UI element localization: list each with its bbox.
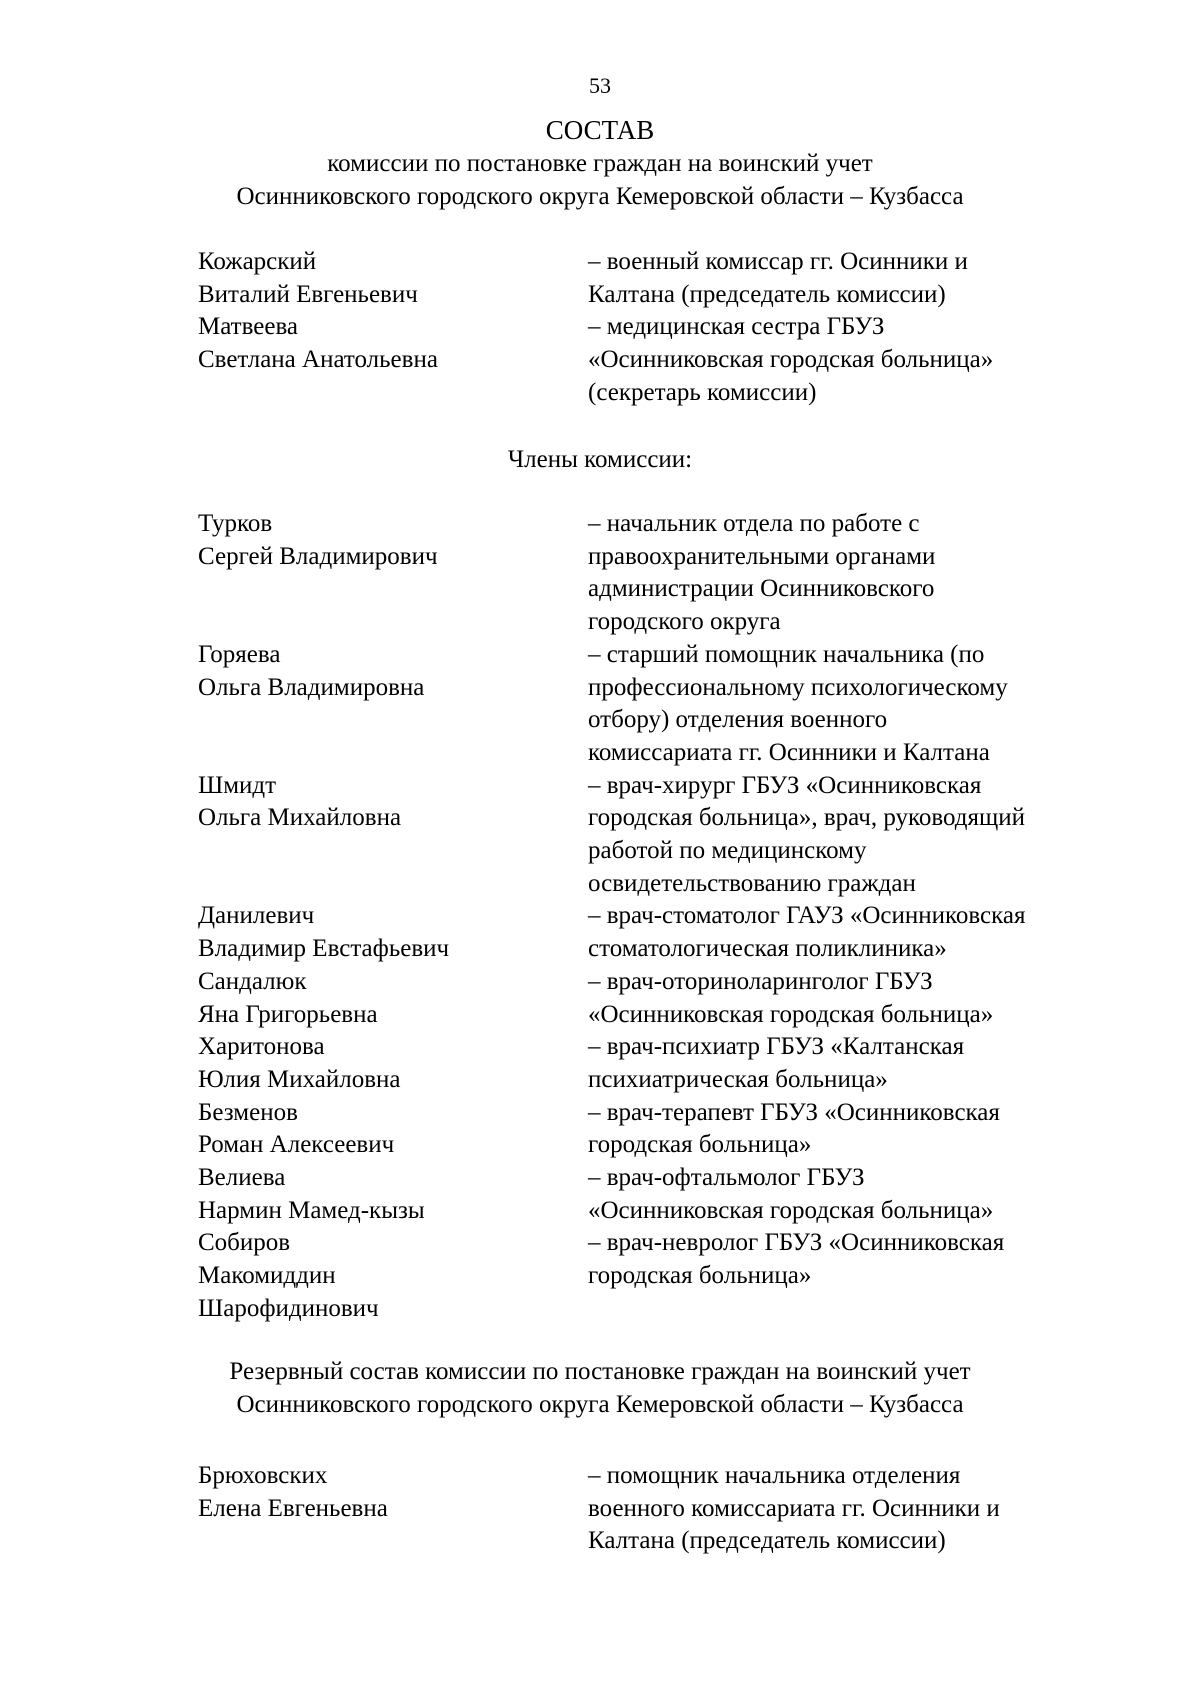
role-line: правоохранительными органами bbox=[588, 542, 936, 570]
role-line: – старший помощник начальника (по bbox=[588, 640, 985, 668]
title-line-1: комиссии по постановке граждан на воинский учет bbox=[327, 150, 873, 177]
role-line: администрации Осинниковского bbox=[588, 575, 935, 603]
person-name bbox=[198, 246, 588, 311]
name-line: Сандалюк bbox=[198, 967, 307, 995]
person-role bbox=[588, 966, 1118, 1031]
person-name bbox=[198, 1031, 588, 1096]
name-line: Сергей Владимирович bbox=[198, 542, 438, 570]
name-line: Кожарский bbox=[198, 248, 317, 275]
person-role bbox=[588, 1460, 1118, 1558]
person-role bbox=[588, 900, 1118, 965]
person-role bbox=[588, 311, 1118, 409]
person-name bbox=[198, 770, 588, 835]
role-line: «Осинниковская городская больница» bbox=[588, 346, 994, 374]
list-item bbox=[198, 900, 1118, 965]
person-name bbox=[198, 900, 588, 965]
role-line: – медицинская сестра ГБУЗ bbox=[588, 313, 885, 341]
person-role bbox=[588, 770, 1118, 901]
name-line: Ольга Владимировна bbox=[198, 673, 425, 701]
person-role bbox=[588, 1227, 1118, 1292]
page-number: 53 bbox=[589, 73, 611, 98]
name-line: Елена Евгеньевна bbox=[198, 1494, 388, 1522]
role-line: профессиональному психологическому bbox=[588, 673, 1008, 701]
person-name bbox=[198, 508, 588, 573]
name-line: Владимир Евстафьевич bbox=[198, 935, 450, 963]
name-line: Шарофидинович bbox=[198, 1294, 379, 1322]
name-line: Юлия Михайловна bbox=[198, 1065, 401, 1093]
title-main: СОСТАВ bbox=[545, 115, 655, 145]
role-line: «Осинниковская городская больница» bbox=[588, 1196, 994, 1224]
role-line: Калтана (председатель комиссии) bbox=[588, 280, 946, 308]
role-line: – помощник начальника отделения bbox=[588, 1462, 961, 1489]
person-role bbox=[588, 639, 1118, 770]
role-line: городская больница» bbox=[588, 1131, 812, 1159]
person-name bbox=[198, 1097, 588, 1162]
person-name bbox=[198, 311, 588, 376]
role-line: отбору) отделения военного bbox=[588, 706, 888, 734]
members-list bbox=[198, 508, 1118, 1326]
name-line: Яна Григорьевна bbox=[198, 1000, 378, 1028]
name-line: Светлана Анатольевна bbox=[198, 346, 438, 374]
name-line: Собиров bbox=[198, 1229, 291, 1257]
role-line: военного комиссариата гг. Осинники и bbox=[588, 1494, 1000, 1522]
role-line: – врач-офтальмолог ГБУЗ bbox=[588, 1164, 865, 1192]
list-item bbox=[198, 639, 1118, 770]
role-line: (секретарь комиссии) bbox=[588, 378, 817, 406]
list-item bbox=[198, 1097, 1118, 1162]
role-line: психиатрическая больница» bbox=[588, 1065, 888, 1093]
name-line: Нармин Мамед-кызы bbox=[198, 1196, 425, 1224]
reserve-heading-line-2: Осинниковского городского округа Кемеровской области – Кузбасса bbox=[236, 1391, 964, 1418]
name-line: Данилевич bbox=[198, 902, 315, 930]
role-line: стоматологическая поликлиника» bbox=[588, 935, 947, 963]
role-line: – врач-невролог ГБУЗ «Осинниковская bbox=[588, 1229, 1005, 1257]
role-line: – начальник отдела по работе с bbox=[588, 510, 920, 537]
list-item bbox=[198, 311, 1118, 409]
members-heading bbox=[0, 443, 1200, 476]
person-name bbox=[198, 1460, 588, 1525]
reserve-heading-line-1: Резервный состав комиссии по постановке граждан на воинский учет bbox=[229, 1358, 971, 1385]
name-line: Харитонова bbox=[198, 1033, 325, 1061]
person-name bbox=[198, 1162, 588, 1227]
list-item bbox=[198, 1460, 1118, 1558]
role-line: освидетельствованию граждан bbox=[588, 869, 916, 897]
role-line: – военный комиссар гг. Осинники и bbox=[588, 248, 968, 275]
name-line: Шмидт bbox=[198, 771, 277, 799]
name-line: Ольга Михайловна bbox=[198, 804, 402, 832]
person-role bbox=[588, 1097, 1118, 1162]
document-title bbox=[0, 114, 1200, 213]
list-item bbox=[198, 966, 1118, 1031]
role-line: – врач-психиатр ГБУЗ «Калтанская bbox=[588, 1033, 965, 1061]
person-role bbox=[588, 246, 1118, 311]
list-item bbox=[198, 770, 1118, 901]
name-line: Матвеева bbox=[198, 313, 299, 341]
name-line: Горяева bbox=[198, 640, 281, 668]
role-line: комиссариата гг. Осинники и Калтана bbox=[588, 738, 990, 766]
leadership-list bbox=[198, 246, 1118, 410]
name-line: Виталий Евгеньевич bbox=[198, 280, 418, 308]
list-item bbox=[198, 508, 1118, 639]
person-name bbox=[198, 966, 588, 1031]
name-line: Макомиддин bbox=[198, 1262, 336, 1290]
title-line-2: Осинниковского городского округа Кемеровской области – Кузбасса bbox=[236, 183, 964, 210]
members-heading-text: Члены комиссии: bbox=[507, 446, 693, 473]
person-name bbox=[198, 639, 588, 704]
list-item bbox=[198, 1031, 1118, 1096]
reserve-heading bbox=[0, 1355, 1200, 1421]
role-line: – врач-оториноларинголог ГБУЗ bbox=[588, 967, 933, 995]
person-name bbox=[198, 1227, 588, 1325]
role-line: – врач-хирург ГБУЗ «Осинниковская bbox=[588, 771, 982, 799]
list-item bbox=[198, 1162, 1118, 1227]
name-line: Велиева bbox=[198, 1164, 286, 1192]
list-item bbox=[198, 246, 1118, 311]
list-item bbox=[198, 1227, 1118, 1325]
person-role bbox=[588, 508, 1118, 639]
role-line: Калтана (председатель комиссии) bbox=[588, 1527, 946, 1555]
reserve-list bbox=[198, 1460, 1118, 1558]
role-line: работой по медицинскому bbox=[588, 837, 867, 865]
role-line: городская больница» bbox=[588, 1262, 812, 1290]
name-line: Роман Алексеевич bbox=[198, 1131, 395, 1159]
role-line: городского округа bbox=[588, 608, 781, 636]
role-line: городская больница», врач, руководящий bbox=[588, 804, 1025, 832]
name-line: Брюховских bbox=[198, 1462, 328, 1489]
name-line: Турков bbox=[198, 510, 273, 537]
role-line: – врач-стоматолог ГАУЗ «Осинниковская bbox=[588, 902, 1026, 930]
person-role bbox=[588, 1031, 1118, 1096]
person-role bbox=[588, 1162, 1118, 1227]
role-line: – врач-терапевт ГБУЗ «Осинниковская bbox=[588, 1098, 1000, 1126]
role-line: «Осинниковская городская больница» bbox=[588, 1000, 994, 1028]
name-line: Безменов bbox=[198, 1098, 298, 1126]
